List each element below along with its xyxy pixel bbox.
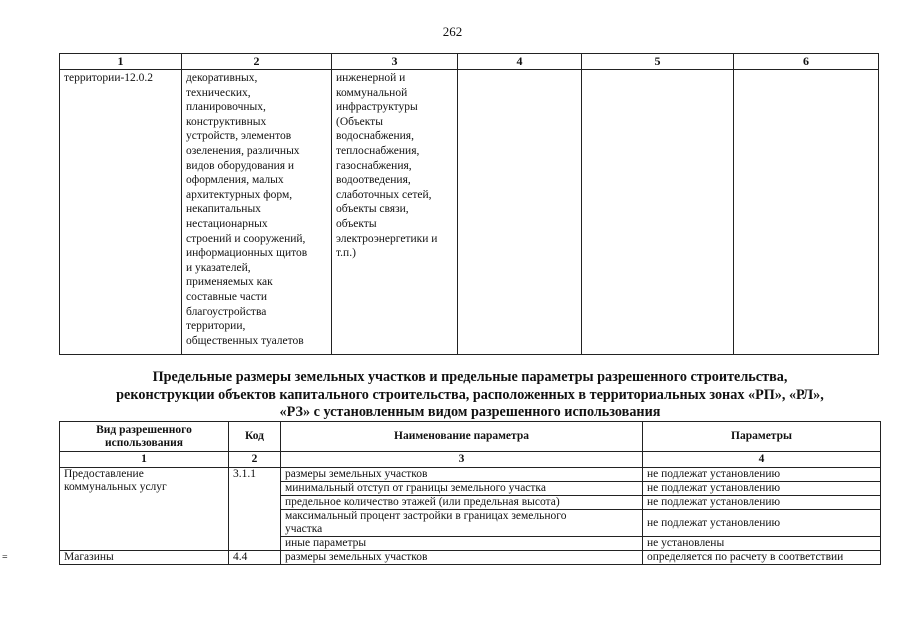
- text-line: благоустройства: [186, 305, 267, 318]
- col-number: 2: [229, 452, 281, 468]
- text-line: объекты: [336, 217, 377, 230]
- table-row: [60, 551, 881, 565]
- text-line: планировочных,: [186, 101, 266, 114]
- section-heading: [60, 369, 880, 422]
- text-line: теплоснабжения,: [336, 144, 420, 157]
- table-row: [60, 468, 881, 482]
- col-header-6: 6: [734, 54, 879, 70]
- text-line: технических,: [186, 86, 251, 99]
- text-line: и указателей,: [186, 261, 251, 274]
- cell-param-value: не подлежат установлению: [643, 510, 881, 537]
- col-header-4: 4: [458, 54, 582, 70]
- col-header-params: Параметры: [643, 422, 881, 452]
- cell-param-name: предельное количество этажей (или предельная высота): [281, 496, 643, 510]
- text-line: декоративных,: [186, 72, 258, 84]
- heading-line: «РЗ» с установленным видом разрешенного использования: [279, 404, 661, 420]
- text-line: электроэнергетики и: [336, 232, 438, 245]
- cell-param-name: размеры земельных участков: [281, 468, 643, 482]
- text-line: (Объекты: [336, 115, 383, 128]
- text-line: территории,: [186, 320, 246, 333]
- text-line: объекты связи,: [336, 203, 409, 216]
- cell-param-name: размеры земельных участков: [281, 551, 643, 565]
- col-number: 1: [60, 452, 229, 468]
- cell-col2: [182, 70, 332, 355]
- text-line: инфраструктуры: [336, 101, 418, 114]
- cell-param-value: не подлежат установлению: [643, 482, 881, 496]
- cell-param-name: иные параметры: [281, 537, 643, 551]
- cell-param-name: минимальный отступ от границы земельного участка: [281, 482, 643, 496]
- heading-line: реконструкции объектов капитального строительства, расположенных в территориальных зонах «РП», «РЛ»,: [116, 386, 824, 403]
- text-line: составные части: [186, 290, 267, 303]
- text-line: некапитальных: [186, 203, 261, 216]
- cell-col3: [332, 70, 458, 355]
- text-line: Предоставление: [64, 468, 144, 480]
- col-header-2: 2: [182, 54, 332, 70]
- text-line: устройств, элементов: [186, 130, 292, 143]
- cell-use-communal: [60, 468, 229, 551]
- text-line: т.п.): [336, 247, 356, 260]
- margin-mark: =: [2, 552, 8, 563]
- header-line: использования: [105, 436, 183, 449]
- text-line: применяемых как: [186, 276, 273, 289]
- col-header-5: 5: [582, 54, 734, 70]
- text-line: слаботочных сетей,: [336, 188, 432, 201]
- column-number-row: [60, 452, 881, 468]
- cell-param-value: не подлежат установлению: [643, 468, 881, 482]
- cell-param-value: не подлежат установлению: [643, 496, 881, 510]
- text-line: водоотведения,: [336, 174, 411, 187]
- heading-line: Предельные размеры земельных участков и предельные параметры разрешенного строительства,: [152, 369, 788, 385]
- cell-param-value: не установлены: [643, 537, 881, 551]
- text-line: нестационарных: [186, 217, 268, 230]
- table-row: [60, 70, 879, 355]
- header-row: [60, 422, 881, 452]
- cell-param-name: [281, 510, 643, 537]
- cell-use-shops: Магазины: [60, 551, 229, 565]
- col-header-param-name: Наименование параметра: [281, 422, 643, 452]
- text-line: оформления, малых: [186, 174, 284, 187]
- col-header-use: [60, 422, 229, 452]
- text-line: видов оборудования и: [186, 159, 295, 172]
- text-line: газоснабжения,: [336, 159, 412, 172]
- text-line: водоснабжения,: [336, 130, 414, 143]
- text-line: архитектурных форм,: [186, 188, 293, 201]
- col-number: 3: [281, 452, 643, 468]
- text-line: инженерной и: [336, 72, 406, 84]
- cell-col5: [582, 70, 734, 355]
- text-line: строений и сооружений,: [186, 232, 306, 245]
- col-number: 4: [643, 452, 881, 468]
- cell-col6: [734, 70, 879, 355]
- cell-code: 4.4: [229, 551, 281, 565]
- continuation-table: [59, 53, 879, 355]
- text-line: озеленения, различных: [186, 144, 300, 157]
- text-line: участка: [285, 523, 323, 535]
- cell-col4: [458, 70, 582, 355]
- text-line: конструктивных: [186, 115, 267, 128]
- text-line: коммунальной: [336, 86, 408, 99]
- col-header-1: 1: [60, 54, 182, 70]
- col-header-code: Код: [229, 422, 281, 452]
- parameters-table: [59, 421, 881, 565]
- header-row: [60, 54, 879, 70]
- text-line: максимальный процент застройки в границах земельного: [285, 510, 567, 522]
- cell-col1: территории-12.0.2: [60, 70, 182, 355]
- cell-code: 3.1.1: [229, 468, 281, 551]
- header-line: Вид разрешенного: [96, 423, 192, 436]
- page-number: 262: [442, 24, 463, 39]
- text-line: информационных щитов: [186, 247, 308, 260]
- text-line: коммунальных услуг: [64, 481, 167, 493]
- text-line: общественных туалетов: [186, 334, 304, 347]
- cell-param-value: определяется по расчету в соответствии: [643, 551, 881, 565]
- col-header-3: 3: [332, 54, 458, 70]
